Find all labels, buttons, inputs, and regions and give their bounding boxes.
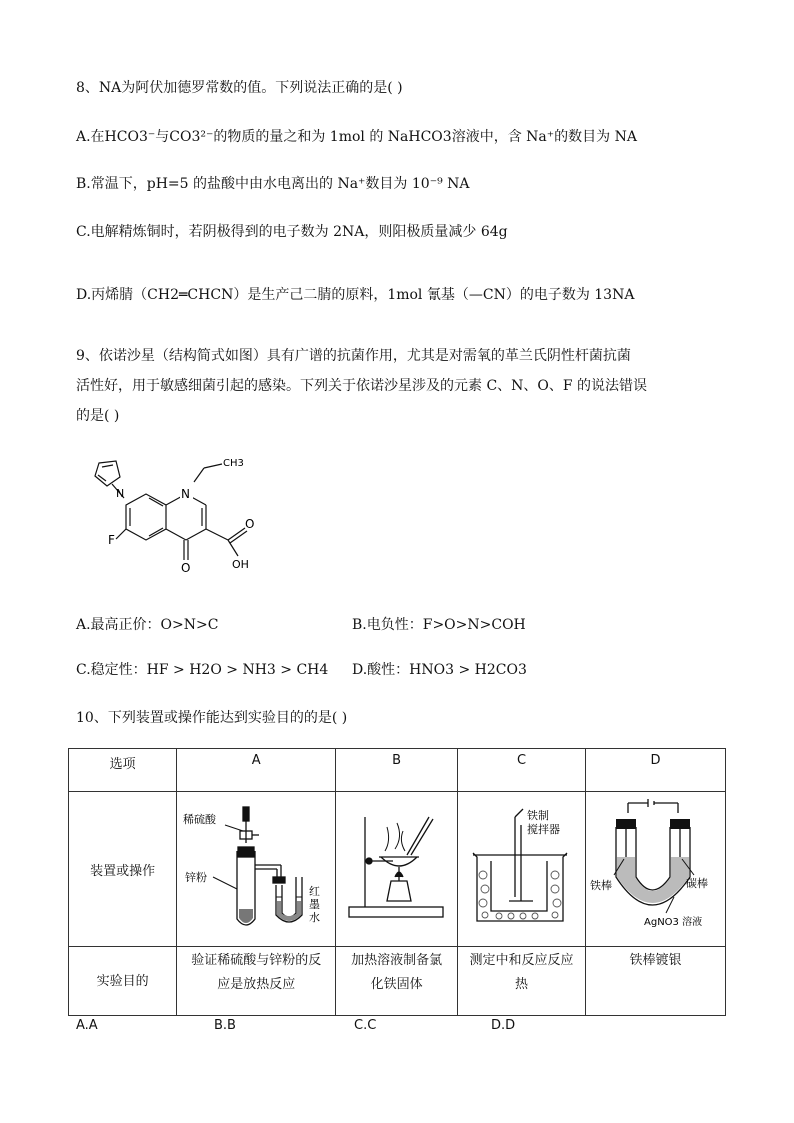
- iron-stirrer-label-1: 铁制: [526, 809, 549, 822]
- purpose-d-line-1: 铁棒镀银: [629, 953, 682, 968]
- apparatus-a-figure: [181, 797, 331, 937]
- apparatus-b-cell: [336, 792, 458, 947]
- purpose-c-line-1: 测定中和反应反应: [469, 953, 574, 968]
- ring-nitrogen-label: N: [181, 487, 190, 501]
- q10-stem: 10、下列装置或操作能达到实验目的的是( ): [76, 710, 348, 726]
- q10-answer-a: A.A: [76, 1018, 98, 1033]
- iron-stirrer-label-2: 搅拌器: [526, 823, 560, 836]
- q9-stem-line-2: 活性好，用于敏感细菌引起的感染。下列关于依诺沙星涉及的元素 C、N、O、F 的说法错误: [76, 378, 648, 394]
- pyrrole-nitrogen-label: N: [116, 487, 125, 500]
- purpose-b-line-1: 加热溶液制备氯: [351, 953, 443, 968]
- apparatus-d-figure: [590, 797, 722, 937]
- silver-nitrate-solution-label: AgNO3 溶液: [643, 917, 702, 928]
- iron-rod-label: 铁棒: [589, 879, 612, 892]
- hydroxyl-label: OH: [232, 558, 249, 571]
- purpose-a: [177, 947, 336, 1016]
- apparatus-b-figure: [341, 797, 453, 937]
- apparatus-c-cell: [458, 792, 586, 947]
- zinc-powder-label: 锌粉: [185, 871, 208, 884]
- purpose-c: [458, 947, 586, 1016]
- dilute-sulfuric-acid-label: 稀硫酸: [183, 813, 217, 826]
- purpose-row: [69, 947, 726, 1016]
- q8-option-d: D.丙烯腈（CH2═CHCN）是生产己二腈的原料，1mol 氰基（—CN）的电子数为 13NA: [76, 287, 635, 303]
- q9-option-b: B.电负性：F>O>N>COH: [352, 617, 526, 633]
- red-ink-label-2: 墨: [309, 898, 321, 911]
- carbonyl-oxygen-label: O: [181, 561, 191, 575]
- header-b: B: [336, 749, 458, 792]
- purpose-c-line-2: 热: [515, 977, 529, 992]
- table-header-row: [69, 749, 726, 792]
- q9-stem-line-1: 9、依诺沙星（结构简式如图）具有广谱的抗菌作用，尤其是对需氧的革兰氏阴性杆菌抗菌: [76, 348, 631, 364]
- header-c: C: [458, 749, 586, 792]
- purpose-label: 实验目的: [69, 947, 177, 1016]
- red-ink-label-1: 红: [309, 885, 321, 898]
- q9-option-a: A.最高正价：O>N>C: [76, 617, 219, 633]
- q8-option-a: A.在HCO3⁻与CO3²⁻的物质的量之和为 1mol 的 NaHCO3溶液中，含 Na⁺的数目为 NA: [76, 129, 637, 145]
- apparatus-row: [69, 792, 726, 947]
- q8-option-b: B.常温下，pH=5 的盐酸中由水电离出的 Na⁺数目为 10⁻⁹ NA: [76, 176, 470, 192]
- acid-oxygen-label: O: [245, 517, 255, 531]
- methyl-label: CH3: [223, 458, 244, 469]
- q10-answer-d: D.D: [491, 1018, 516, 1033]
- q8-stem: 8、NA为阿伏加德罗常数的值。下列说法正确的是( ): [76, 80, 403, 96]
- q8-option-c: C.电解精炼铜时，若阴极得到的电子数为 2NA，则阳极质量减少 64g: [76, 224, 508, 240]
- enoxacin-structure: [72, 448, 272, 592]
- q10-answer-b: B.B: [214, 1018, 236, 1033]
- apparatus-d-cell: [586, 792, 726, 947]
- apparatus-label: 装置或操作: [69, 792, 177, 947]
- apparatus-a-cell: [177, 792, 336, 947]
- purpose-b-line-2: 化铁固体: [370, 977, 423, 992]
- purpose-a-line-2: 应是放热反应: [217, 977, 296, 992]
- purpose-b: [336, 947, 458, 1016]
- apparatus-c-figure: [463, 797, 581, 937]
- q9-option-c: C.稳定性：HF > H2O > NH3 > CH4: [76, 662, 329, 678]
- q9-stem: [76, 341, 726, 431]
- purpose-d: [586, 947, 726, 1016]
- options-table: [68, 748, 726, 1016]
- q10-answer-c: C.C: [354, 1018, 377, 1033]
- purpose-a-line-1: 验证稀硫酸与锌粉的反: [191, 953, 322, 968]
- header-d: D: [586, 749, 726, 792]
- q9-stem-line-3: 的是( ): [76, 408, 120, 424]
- fluorine-label: F: [108, 533, 115, 547]
- q9-option-d: D.酸性：HNO3 > H2CO3: [352, 662, 527, 678]
- red-ink-label-3: 水: [309, 911, 321, 924]
- header-option: 选项: [69, 749, 177, 792]
- carbon-rod-label: 碳棒: [685, 877, 708, 890]
- header-a: A: [177, 749, 336, 792]
